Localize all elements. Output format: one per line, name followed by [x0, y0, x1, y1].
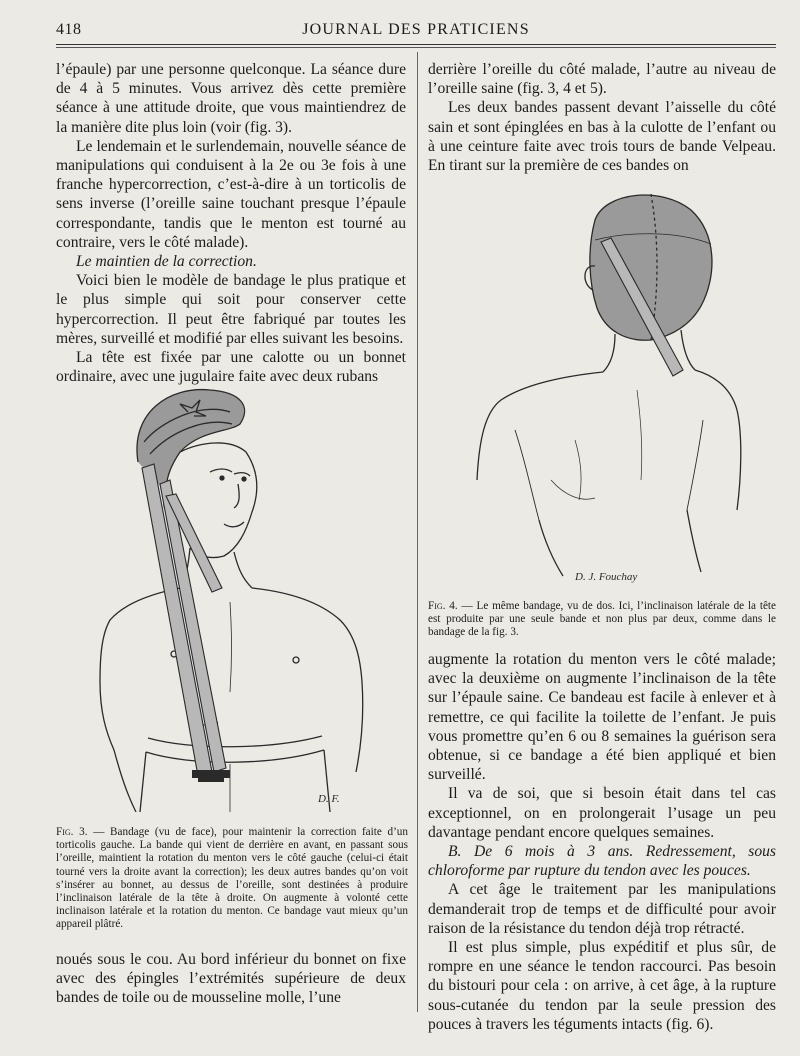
- right-column-bottom: [428, 650, 776, 1034]
- paragraph: l’épaule) par une personne quelconque. La séance dure de 4 à 5 minutes. Vous arrivez dès cette première séance à une attitude droite, que vous maintiendrez de la manière dite plus loin (voir (fig. 3).: [56, 61, 406, 136]
- left-column-bottom: [56, 950, 406, 1008]
- journal-title: JOURNAL DES PRATICIENS: [302, 21, 530, 38]
- figure-3-front-bandage-illustration: [80, 372, 400, 812]
- figure-4-back-bandage-illustration: [455, 180, 755, 590]
- header-rule-thin: [56, 47, 776, 48]
- header-rule: [56, 44, 776, 45]
- right-column-top: [428, 60, 776, 175]
- figure-4-label: Fig. 4.: [428, 600, 458, 612]
- paragraph: Il va de soi, que si besoin était dans tel cas exceptionnel, on en prolongerait l’usage un peu davantage pendant encore quelques semaines.: [428, 785, 776, 841]
- figure-3-label: Fig. 3.: [56, 826, 88, 838]
- page-header: [56, 18, 776, 44]
- figure-3-signature: D. F.: [318, 793, 340, 805]
- section-heading: B. De 6 mois à 3 ans. Redressement, sous chloroforme par rupture du tendon avec les pouces.: [428, 843, 776, 880]
- figure-4-caption-text: — Le même bandage, vu de dos. Ici, l’inclinaison latérale de la tête est produite par une seule bande et non plus par deux, comme dans le bandage de la fig. 3.: [428, 600, 776, 639]
- paragraph: A cet âge le traitement par les manipulations demanderait trop de temps et de difficulté pour avoir raison de la résistance du tendon déjà trop rétracté.: [428, 881, 776, 937]
- paragraph: noués sous le cou. Au bord inférieur du bonnet on fixe avec des épingles l’extrémités supérieure de deux bandes de toile ou de mousseline molle, l’une: [56, 951, 406, 1007]
- paragraph: Il est plus simple, plus expéditif et plus sûr, de rompre en une séance le tendon raccourci. Pas besoin du bistouri pour cela : on arrive, à cet âge, à la rupture sous-cutanée du tendon par la seule pression des pouces à travers les téguments intacts (fig. 6).: [428, 939, 776, 1033]
- figure-3-caption-text: — Bandage (vu de face), pour maintenir la correction faite d’un torticolis gauche. La bande qui vient de derrière en avant, en passant sous l’oreille, maintient la rotation du menton vers le côté gauche (celui-ci était tourné vers la droite avant la correction); les deux autres bandes qu’on voit s’insérer au bonnet, au dessus de l’oreille, sont destinées à produire l’inclinaison latérale de la tête à droite. On augmente à volonté cette inclinaison latérale et la rotation du menton. Ce bandage vaut mieux qu’un appareil plâtré.: [56, 826, 408, 931]
- paragraph: derrière l’oreille du côté malade, l’autre au niveau de l’oreille saine (fig. 3, 4 et 5).: [428, 61, 776, 98]
- paragraph: Le lendemain et le surlendemain, nouvelle séance de manipulations qui conduisent à la 2e ou 3e fois à une franche hypercorrection, c’est-à-dire à un torticolis de sens inverse (l’oreille saine touchant presque l’épaule correspondante, tandis que le menton est tourné au contraire, vers le côté malade).: [56, 137, 406, 251]
- paragraph: La tête est fixée par une calotte ou un bonnet ordinaire, avec une jugulaire faite avec deux rubans: [56, 349, 406, 386]
- section-heading: Le maintien de la correction.: [76, 253, 257, 271]
- column-divider: [417, 52, 418, 1012]
- figure-4-caption: [428, 600, 776, 640]
- paragraph: Voici bien le modèle de bandage le plus pratique et le plus simple qui soit pour conserver cette hypercorrection. Il peut être fabriqué par toutes les mères, surveillé et modifié par elles suivant les besoins.: [56, 272, 406, 347]
- left-column-top: [56, 60, 406, 386]
- figure-3-caption: [56, 826, 408, 932]
- paragraph: augmente la rotation du menton vers le côté malade; avec la deuxième on augmente l’inclinaison de la tête sur l’épaule saine. Ce bandeau est facile à enlever et à remettre, ce qui facilite la toilette de l’enfant. Je puis vous promettre qu’en 6 ou 8 semaines la guérison sera obtenue, si ce bandage a été bien appliqué et bien surveillé.: [428, 651, 776, 784]
- paragraph: Les deux bandes passent devant l’aisselle du côté sain et sont épinglées en bas à la culotte de l’enfant ou à une ceinture faite avec trois tours de bande Velpeau. En tirant sur la première de ces bandes on: [428, 99, 776, 175]
- page-number: 418: [56, 21, 82, 38]
- figure-4-signature: D. J. Fouchay: [575, 571, 638, 583]
